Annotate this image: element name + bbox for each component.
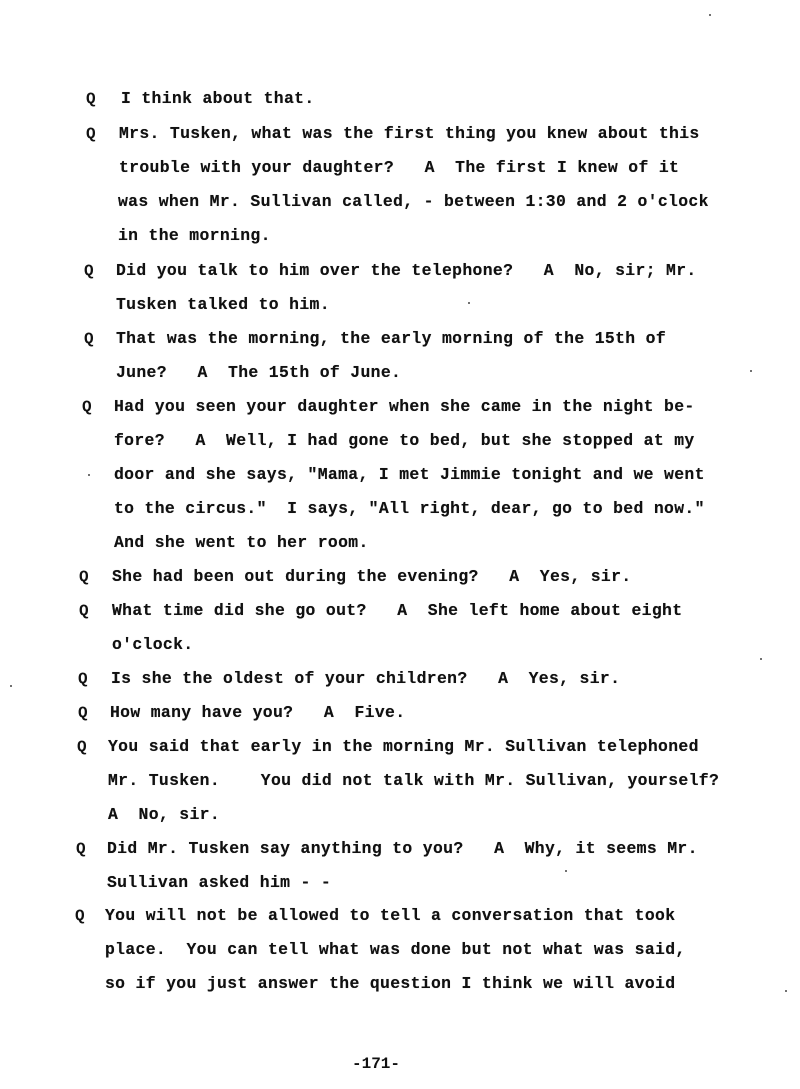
question-marker: Q xyxy=(86,90,96,108)
question-marker: Q xyxy=(77,738,87,756)
transcript-line: so if you just answer the question I think we will avoid xyxy=(105,974,676,993)
transcript-line: place. You can tell what was done but not what was said, xyxy=(105,940,686,959)
transcript-line: door and she says, "Mama, I met Jimmie tonight and we went xyxy=(114,465,705,484)
transcript-line: You will not be allowed to tell a conversation that took xyxy=(105,906,676,925)
transcript-line: You said that early in the morning Mr. Sullivan telephoned xyxy=(108,737,699,756)
question-marker: Q xyxy=(75,907,85,925)
scan-speck xyxy=(760,658,762,660)
question-marker: Q xyxy=(84,262,94,280)
scan-speck xyxy=(785,990,787,992)
transcript-line: What time did she go out? A She left home about eight xyxy=(112,601,683,620)
question-marker: Q xyxy=(78,704,88,722)
transcript-line: to the circus." I says, "All right, dear, go to bed now." xyxy=(114,499,705,518)
scan-speck xyxy=(468,302,470,304)
transcript-line: o'clock. xyxy=(112,635,194,654)
transcript-line: June? A The 15th of June. xyxy=(116,363,402,382)
scan-speck xyxy=(709,14,711,16)
transcript-line: Is she the oldest of your children? A Yes, sir. xyxy=(111,669,621,688)
transcript-line: Tusken talked to him. xyxy=(116,295,330,314)
question-marker: Q xyxy=(84,330,94,348)
scan-speck xyxy=(88,474,90,476)
transcript-line: I think about that. xyxy=(121,89,315,108)
question-marker: Q xyxy=(79,602,89,620)
question-marker: Q xyxy=(79,568,89,586)
question-marker: Q xyxy=(76,840,86,858)
transcript-line: Had you seen your daughter when she came in the night be- xyxy=(114,397,695,416)
transcript-line: Mr. Tusken. You did not talk with Mr. Sullivan, yourself? xyxy=(108,771,720,790)
question-marker: Q xyxy=(86,125,96,143)
transcript-line: was when Mr. Sullivan called, - between 1:30 and 2 o'clock xyxy=(118,192,709,211)
page-number: -171- xyxy=(352,1055,401,1073)
transcript-line: How many have you? A Five. xyxy=(110,703,406,722)
transcript-line: Did Mr. Tusken say anything to you? A Why, it seems Mr. xyxy=(107,839,698,858)
transcript-line: Did you talk to him over the telephone? A No, sir; Mr. xyxy=(116,261,697,280)
scan-speck xyxy=(750,370,752,372)
question-marker: Q xyxy=(82,398,92,416)
question-marker: Q xyxy=(78,670,88,688)
transcript-line: A No, sir. xyxy=(108,805,221,824)
transcript-line: And she went to her room. xyxy=(114,533,369,552)
scan-speck xyxy=(10,685,12,687)
scan-speck xyxy=(565,870,567,872)
transcript-line: That was the morning, the early morning of the 15th of xyxy=(116,329,667,348)
transcript-line: trouble with your daughter? A The first I knew of it xyxy=(119,158,680,177)
transcript-line: Sullivan asked him - - xyxy=(107,873,332,892)
transcript-line: She had been out during the evening? A Yes, sir. xyxy=(112,567,632,586)
transcript-line: in the morning. xyxy=(118,226,271,245)
transcript-line: Mrs. Tusken, what was the first thing you knew about this xyxy=(119,124,700,143)
transcript-line: fore? A Well, I had gone to bed, but she stopped at my xyxy=(114,431,695,450)
